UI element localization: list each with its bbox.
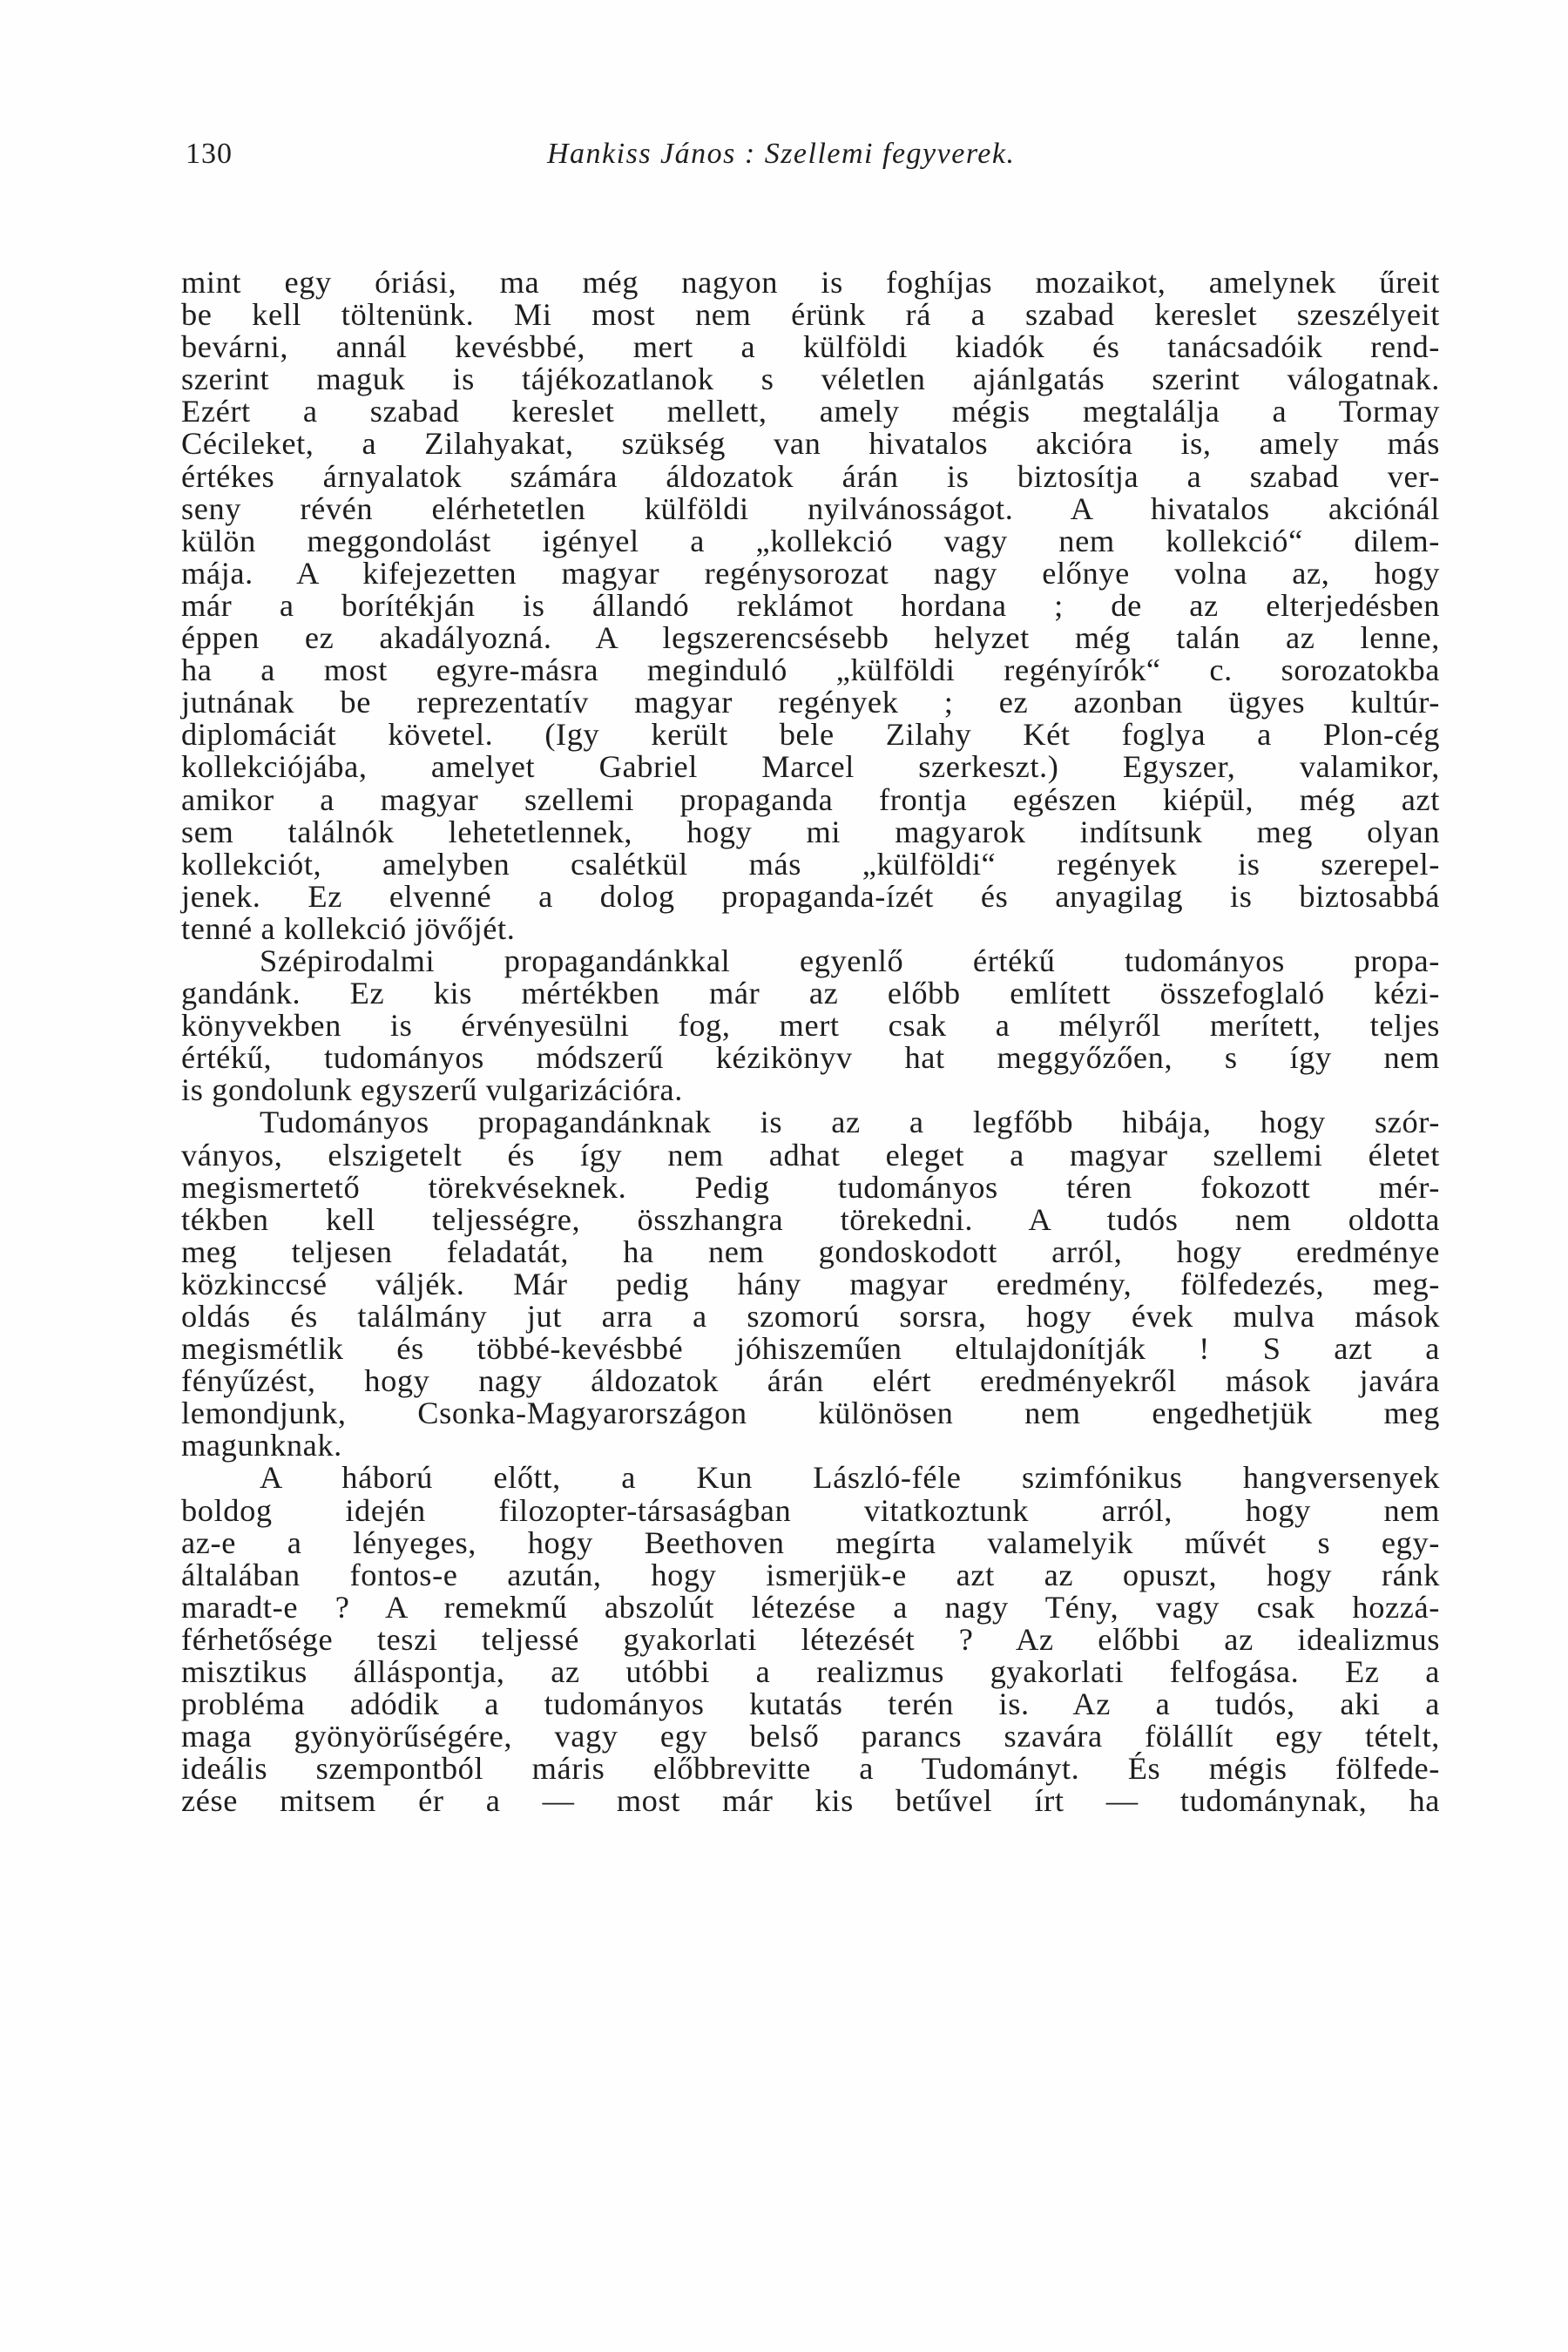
running-head (186, 138, 1440, 181)
text-line: misztikus álláspontja, az utóbbi a realizmus gyakorlati felfogása. Ez a (181, 1654, 1440, 1690)
text-line: éppen ez akadályozná. A legszerencsésebb helyzet még talán az lenne, (181, 620, 1440, 656)
text-line: diplomáciát követel. (Igy került bele Zilahy Két foglya a Plon-cég (181, 717, 1440, 753)
text-line: meg teljesen feladatát, ha nem gondoskodott arról, hogy eredménye (181, 1233, 1440, 1269)
text-line: értékű, tudományos módszerű kézikönyv hat meggyőzően, s így nem (181, 1040, 1440, 1076)
text-line: közkinccsé váljék. Már pedig hány magyar eredmény, fölfedezés, meg- (181, 1266, 1440, 1301)
text-line: fényűzést, hogy nagy áldozatok árán elért eredményekről mások javára (181, 1363, 1440, 1399)
text-line: megismertető törekvéseknek. Pedig tudományos téren fokozott mér- (181, 1169, 1440, 1205)
text-line: általában fontos-e azután, hogy ismerjük-e azt az opuszt, hogy ránk (181, 1557, 1440, 1592)
text-line: ványos, elszigetelt és így nem adhat eleget a magyar szellemi életet (181, 1137, 1440, 1173)
text-line: kollekciójába, amelyet Gabriel Marcel szerkeszt.) Egyszer, valamikor, (181, 749, 1440, 785)
paragraph-first-line: A háború előtt, a Kun László-féle szimfónikus hangversenyek (260, 1460, 1440, 1496)
body-text (181, 267, 1440, 1818)
paragraph-end-line: is gondolunk egyszerű vulgarizációra. (181, 1072, 683, 1108)
text-line: szerint maguk is tájékozatlanok s véletlen ajánlgatás szerint válogatnak. (181, 362, 1440, 397)
text-line: lemondjunk, Csonka-Magyarországon különösen nem engedhetjük meg (181, 1396, 1440, 1431)
text-line: boldog idején filozopter-társaságban vitatkoztunk arról, hogy nem (181, 1492, 1440, 1528)
text-line: jenek. Ez elvenné a dolog propaganda-ízét és anyagilag is biztosabbá (181, 878, 1440, 914)
text-line: mint egy óriási, ma még nagyon is foghíjas mozaikot, amelynek űreit (181, 265, 1440, 300)
running-title: Hankiss János : Szellemi fegyverek. (547, 138, 1016, 170)
page-number: 130 (186, 138, 233, 170)
text-line: oldás és találmány jut arra a szomorú sorsra, hogy évek mulva mások (181, 1299, 1440, 1334)
text-line: könyvekben is érvényesülni fog, mert csak a mélyről merített, teljes (181, 1008, 1440, 1044)
text-line: jutnának be reprezentatív magyar regények ; ez azonban ügyes kultúr- (181, 685, 1440, 720)
text-line: maga gyönyörűségére, vagy egy belső parancs szavára fölállít egy tételt, (181, 1719, 1440, 1754)
paragraph-end-line: magunknak. (181, 1428, 342, 1463)
text-line: sem találnók lehetetlennek, hogy mi magyarok indítsunk meg olyan (181, 814, 1440, 849)
text-line: probléma adódik a tudományos kutatás terén is. Az a tudós, aki a (181, 1686, 1440, 1722)
text-line: tékben kell teljességre, összhangra törekedni. A tudós nem oldotta (181, 1201, 1440, 1237)
paragraph-first-line: Tudományos propagandánknak is az a legfőbb hibája, hogy szór- (260, 1105, 1440, 1140)
text-line: Cécileket, a Zilahyakat, szükség van hivatalos akcióra is, amely más (181, 426, 1440, 462)
text-line: gandánk. Ez kis mértékben már az előbb említett összefoglaló kézi- (181, 976, 1440, 1011)
text-line: az-e a lényeges, hogy Beethoven megírta valamelyik művét s egy- (181, 1524, 1440, 1560)
text-line: be kell töltenünk. Mi most nem érünk rá a szabad kereslet szeszélyeit (181, 297, 1440, 333)
text-line: bevárni, annál kevésbbé, mert a külföldi kiadók és tanácsadóik rend- (181, 329, 1440, 365)
text-line: értékes árnyalatok számára áldozatok árán is biztosítja a szabad ver- (181, 458, 1440, 494)
text-line: amikor a magyar szellemi propaganda frontja egészen kiépül, még azt (181, 781, 1440, 817)
text-line: maradt-e ? A remekmű abszolút létezése a nagy Tény, vagy csak hozzá- (181, 1589, 1440, 1625)
text-line: kollekciót, amelyben csalétkül más „külföldi“ regények is szerepel- (181, 846, 1440, 882)
text-line: Ezért a szabad kereslet mellett, amely mégis megtalálja a Tormay (181, 394, 1440, 429)
text-line: zése mitsem ér a — most már kis betűvel írt — tudománynak, ha (181, 1783, 1440, 1819)
text-line: külön meggondolást igényel a „kollekció vagy nem kollekció“ dilem- (181, 523, 1440, 558)
text-line: férhetősége teszi teljessé gyakorlati létezését ? Az előbbi az idealizmus (181, 1621, 1440, 1657)
text-line: megismétlik és többé-kevésbbé jóhiszeműen eltulajdonítják ! S azt a (181, 1331, 1440, 1367)
text-line: seny révén elérhetetlen külföldi nyilvánosságot. A hivatalos akciónál (181, 490, 1440, 526)
text-line: mája. A kifejezetten magyar regénysorozat nagy előnye volna az, hogy (181, 555, 1440, 591)
paragraph-end-line: tenné a kollekció jövőjét. (181, 910, 516, 946)
text-line: ideális szempontból máris előbbrevitte a Tudományt. És mégis fölfede- (181, 1751, 1440, 1787)
text-line: már a borítékján is állandó reklámot hordana ; de az elterjedésben (181, 587, 1440, 623)
paragraph-first-line: Szépirodalmi propagandánkkal egyenlő értékű tudományos propa- (260, 943, 1440, 978)
text-line: ha a most egyre-másra meginduló „külföldi regényírók“ c. sorozatokba (181, 652, 1440, 688)
